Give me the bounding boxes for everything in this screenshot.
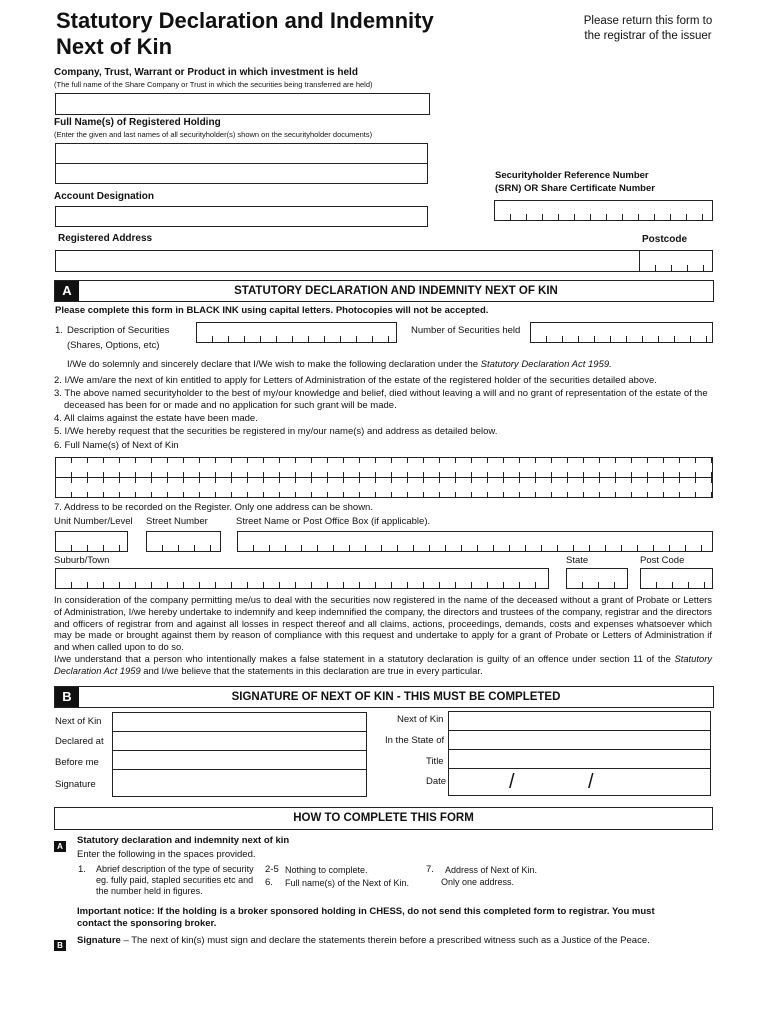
before-me-label: Before me — [55, 757, 99, 768]
item1-label: Description of Securities — [67, 325, 170, 336]
how-to-title: HOW TO COMPLETE THIS FORM — [54, 807, 713, 830]
declared-at-field[interactable] — [112, 731, 367, 751]
street-name-field[interactable] — [237, 531, 713, 552]
postcode-field[interactable] — [639, 250, 713, 272]
next-of-kin-label: Next of Kin — [55, 716, 102, 727]
suburb-field[interactable] — [55, 568, 549, 589]
item7-label: 7. Address to be recorded on the Register. Only one address can be shown. — [54, 502, 373, 513]
street-number-field[interactable] — [146, 531, 221, 552]
address-label: Registered Address — [58, 233, 153, 244]
form-title: Statutory Declaration and Indemnity Next of Kin — [56, 8, 434, 59]
company-sub-label: (The full name of the Share Company or Trust in which the securities being transferred are held) — [54, 80, 373, 89]
holding-field-line1[interactable] — [55, 143, 428, 164]
state-field[interactable] — [566, 568, 628, 589]
num-securities-field[interactable] — [530, 322, 713, 343]
how-item7-text: Address of Next of Kin. — [445, 865, 538, 875]
srn-label: Securityholder Reference Number (SRN) OR Share Certificate Number — [495, 170, 655, 194]
item5-text: 5. I/We hereby request that the securities be registered in my/our name(s) and address as detailed below. — [54, 426, 498, 437]
holding-label: Full Name(s) of Registered Holding — [54, 117, 221, 128]
company-field[interactable] — [55, 93, 430, 115]
how-item25-number: 2-5 — [265, 864, 279, 875]
how-a-heading: Statutory declaration and indemnity next of kin — [77, 835, 290, 846]
item1-sub-label: (Shares, Options, etc) — [67, 340, 160, 351]
declared-at-label: Declared at — [55, 736, 104, 747]
item4-text: 4. All claims against the estate have been made. — [54, 413, 258, 424]
next-of-kin-right-field[interactable] — [448, 711, 711, 731]
how-item1-text: Abrief description of the type of security eg. fully paid, stapled securities etc and the number held in figures. — [96, 864, 254, 896]
signature-label: Signature — [55, 779, 96, 790]
post-code-label: Post Code — [640, 555, 685, 566]
postcode-label: Postcode — [642, 234, 688, 245]
address-field[interactable] — [55, 250, 640, 272]
next-of-kin-name-line2[interactable] — [55, 477, 713, 498]
street-name-label: Street Name or Post Office Box (if applicable). — [236, 516, 431, 527]
how-item7-sub: Only one address. — [441, 877, 515, 887]
next-of-kin-field[interactable] — [112, 712, 367, 732]
date-separator-1: / — [509, 771, 515, 793]
item1-number: 1. — [55, 325, 63, 336]
how-b-text: Signature – The next of kin(s) must sign and declare the statements therein before a prescribed witness such as a Justice of the Peace. — [77, 935, 650, 946]
company-label: Company, Trust, Warrant or Product in which investment is held — [54, 67, 358, 78]
suburb-label: Suburb/Town — [54, 555, 110, 566]
srn-field[interactable] — [494, 200, 713, 221]
title-field[interactable] — [448, 749, 711, 769]
next-of-kin-right-label: Next of Kin — [397, 714, 444, 725]
section-b-bar — [54, 686, 714, 708]
section-a-letter: A — [55, 281, 79, 301]
false-statement-paragraph: I/we understand that a person who intentionally makes a false statement in a statutory declaration is guilty of an offence under section 11 of the Statutory Declaration Act 1959 and I/we believe that the statements in this declaration are true in every particular. — [54, 653, 713, 676]
date-separator-2: / — [588, 771, 594, 793]
item3-text-line1: 3. The above named securityholder to the best of my/our knowledge and belief, died without leaving a will and no grant of representation of the estate of the — [54, 388, 708, 399]
date-field[interactable] — [448, 768, 711, 796]
how-a-badge: A — [54, 836, 66, 854]
account-field[interactable] — [55, 206, 428, 227]
next-of-kin-name-line1[interactable] — [55, 457, 713, 478]
important-notice: Important notice: If the holding is a broker sponsored holding in CHESS, do not send this completed form to registrar. You must contact the sponsoring broker. — [77, 906, 655, 929]
return-instruction: Please return this form to the registrar of the issuer — [583, 15, 713, 42]
item6-label: 6. Full Name(s) of Next of Kin — [54, 440, 179, 451]
how-item7-number: 7. — [426, 864, 434, 875]
how-item6-number: 6. — [265, 877, 273, 888]
how-item1-number: 1. — [78, 864, 86, 875]
section-a-bar — [54, 280, 714, 302]
before-me-field[interactable] — [112, 750, 367, 770]
holding-field-line2[interactable] — [55, 163, 428, 184]
state-of-label: In the State of — [385, 735, 445, 746]
post-code-field[interactable] — [640, 568, 713, 589]
ink-instruction: Please complete this form in BLACK INK using capital letters. Photocopies will not be accepted. — [55, 305, 489, 316]
item3-text-line2: deceased has been for or made and no application for such grant will be made. — [64, 400, 397, 411]
declare-text: I/We do solemnly and sincerely declare that I/We wish to make the following declaration under the Statutory Declaration Act 1959. — [67, 359, 612, 370]
how-a-intro: Enter the following in the spaces provided. — [77, 849, 256, 860]
title-label: Title — [426, 756, 444, 767]
indemnity-paragraph: In consideration of the company permitting me/us to deal with the securities now registered in the name of the deceased without a grant of Probate or Letters of Administration, I/we hereby undertake to indemnify and keep indemnified the company, the directors and trustees of the company, registrar and the directors and officers of registrar from and against all losses in respect thereof and all claims, actions, proceedings, demands, costs and expenses whatsoever which may be made or brought against them by reason of compliance with this request and undertake to apply for a grant of Probate or Letters of Administration if and when called upon to do so. — [54, 594, 712, 653]
item2-text: 2. I/We am/are the next of kin entitled to apply for Letters of Administration of the estate of the registered holder of the securities detailed above. — [54, 375, 657, 386]
how-item25-text: Nothing to complete. — [285, 865, 368, 875]
how-item6-text: Full name(s) of the Next of Kin. — [285, 878, 410, 888]
description-securities-field[interactable] — [196, 322, 397, 343]
signature-field[interactable] — [112, 769, 367, 797]
account-label: Account Designation — [54, 191, 155, 202]
state-of-field[interactable] — [448, 730, 711, 750]
section-b-letter: B — [55, 687, 79, 707]
section-b-title: SIGNATURE OF NEXT OF KIN - THIS MUST BE COMPLETED — [231, 691, 561, 703]
date-label: Date — [426, 776, 447, 787]
how-b-badge: B — [54, 935, 66, 953]
unit-field[interactable] — [55, 531, 128, 552]
holding-sub-label: (Enter the given and last names of all securityholder(s) shown on the securityholder documents) — [54, 130, 373, 139]
street-number-label: Street Number — [146, 516, 208, 527]
num-securities-label: Number of Securities held — [411, 325, 521, 336]
unit-label: Unit Number/Level — [54, 516, 133, 527]
state-label: State — [566, 555, 589, 566]
section-a-title: STATUTORY DECLARATION AND INDEMNITY NEXT OF KIN — [234, 285, 558, 297]
